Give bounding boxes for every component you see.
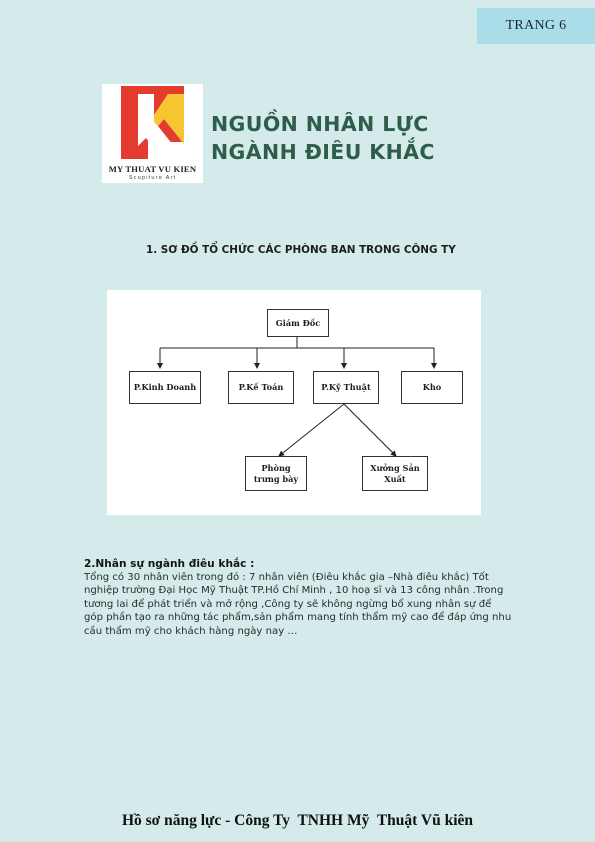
- paragraph-line: Tổng có 30 nhân viên trong đó : 7 nhân viên (Điêu khắc gia –Nhà điêu khắc) Tốt: [84, 572, 489, 583]
- title-line-2: NGÀNH ĐIÊU KHẮC: [211, 140, 435, 164]
- org-node-showroom: Phòng trưng bày: [245, 456, 307, 491]
- paragraph-line: góp phần tạo ra những tác phẩm,sản phẩm mang tính thẩm mỹ cao để đáp ứng nhu: [84, 612, 512, 624]
- page-title: [211, 110, 435, 166]
- org-node-technical-dept: P.Kỹ Thuật: [313, 371, 379, 404]
- org-node-warehouse: Kho: [401, 371, 463, 404]
- org-chart: [107, 290, 481, 515]
- title-line-1: NGUỒN NHÂN LỰC: [211, 112, 429, 136]
- org-node-business-dept: P.Kinh Doanh: [129, 371, 201, 404]
- company-logo: [102, 84, 203, 183]
- k-logo-icon: [102, 84, 203, 164]
- section-1-heading: 1. SƠ ĐỒ TỔ CHỨC CÁC PHÒNG BAN TRONG CÔNG TY: [146, 244, 456, 256]
- org-node-director: Giám Đốc: [267, 309, 329, 337]
- page-footer: Hồ sơ năng lực - Công Ty TNHH Mỹ Thuật Vũ kiên: [121, 812, 474, 829]
- page-number-tag: TRANG 6: [477, 8, 595, 44]
- logo-tagline: Scupiture Art: [128, 175, 177, 181]
- paragraph-line: tương lai để phát triển và mở rộng ,Công ty sẽ không ngừng bổ xung nhân sự để: [84, 598, 492, 610]
- org-node-accounting-dept: P.Kế Toán: [228, 371, 294, 404]
- paragraph-line: nghiệp trường Đại Học Mỹ Thuật TP.Hồ Chí Minh , 10 hoạ sĩ và 13 công nhân .Trong: [84, 585, 504, 597]
- section-2-paragraph: [84, 571, 516, 638]
- paragraph-line: cầu thẩm mỹ cho khách hàng ngày nay …: [84, 625, 298, 637]
- section-2-heading: 2.Nhân sự ngành điêu khắc :: [84, 558, 255, 570]
- org-node-workshop: Xưởng Sản Xuất: [362, 456, 428, 491]
- logo-company-name: MY THUAT VU KIEN: [108, 164, 197, 174]
